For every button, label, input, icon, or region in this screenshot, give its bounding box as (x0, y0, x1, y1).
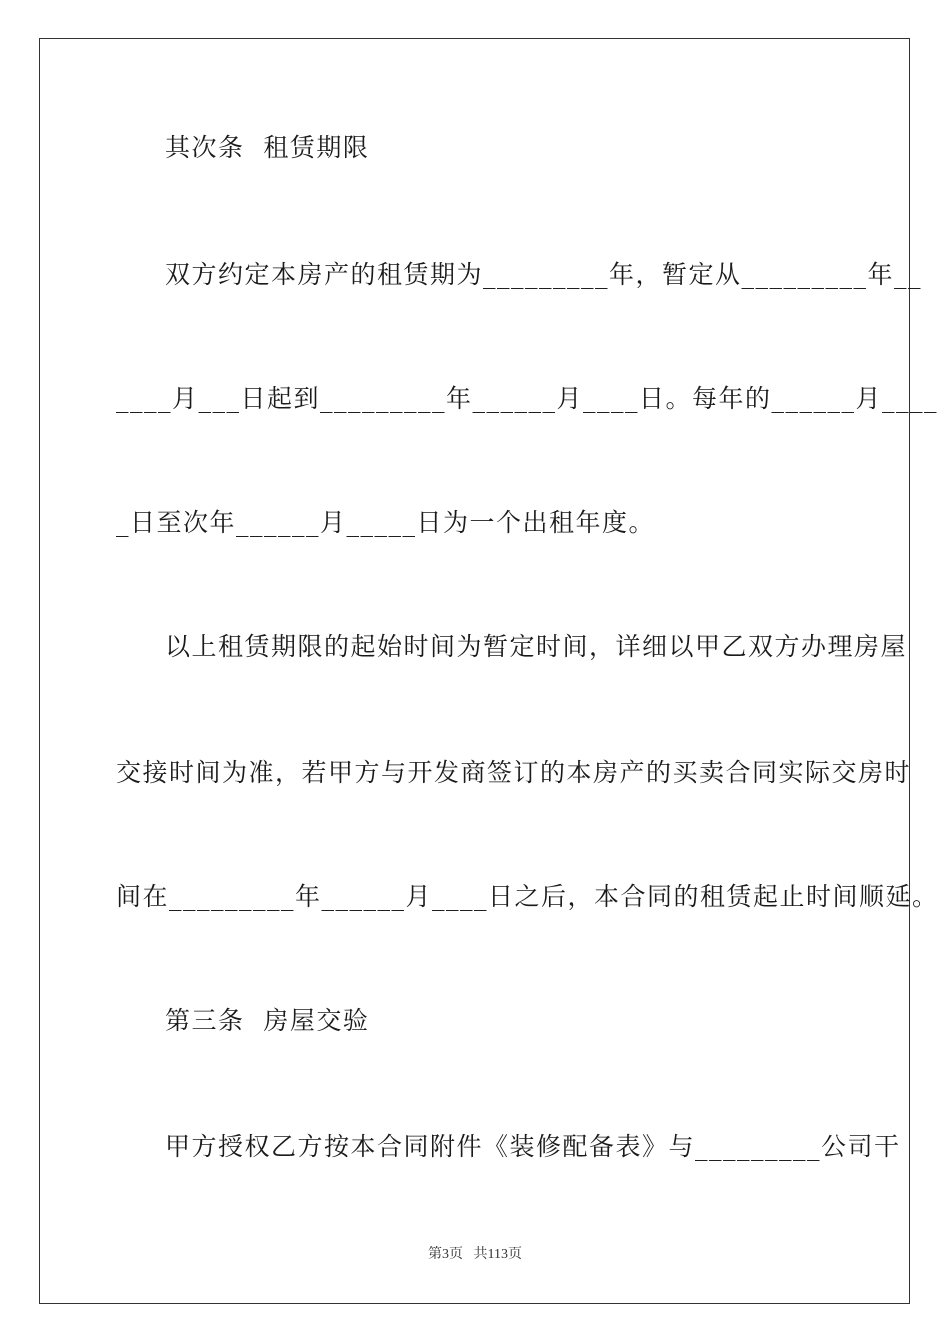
page-footer (0, 1246, 950, 1264)
page-total: 共113页 (473, 1247, 522, 1262)
section-heading-house-inspection: 第三条 房屋交验 (165, 1006, 370, 1035)
paragraph-line: _日至次年______月_____日为一个出租年度。 (116, 508, 656, 537)
paragraph-line: 甲方授权乙方按本合同附件《装修配备表》与_________公司干 (165, 1132, 901, 1161)
paragraph-line: 间在_________年______月____日之后，本合同的租赁起止时间顺延。 (116, 882, 939, 911)
paragraph-line: 以上租赁期限的起始时间为暂定时间，详细以甲乙双方办理房屋 (165, 632, 908, 661)
paragraph-line: 双方约定本房产的租赁期为_________年，暂定从_________年__ (165, 260, 923, 289)
section-heading-lease-term: 其次条 租赁期限 (165, 133, 370, 162)
paragraph-line: 交接时间为准，若甲方与开发商签订的本房产的买卖合同实际交房时 (116, 758, 912, 787)
page-number: 第3页 (428, 1247, 463, 1262)
paragraph-line: ____月___日起到_________年______月____日。每年的______月____ (116, 384, 939, 413)
page-border (39, 38, 910, 1304)
